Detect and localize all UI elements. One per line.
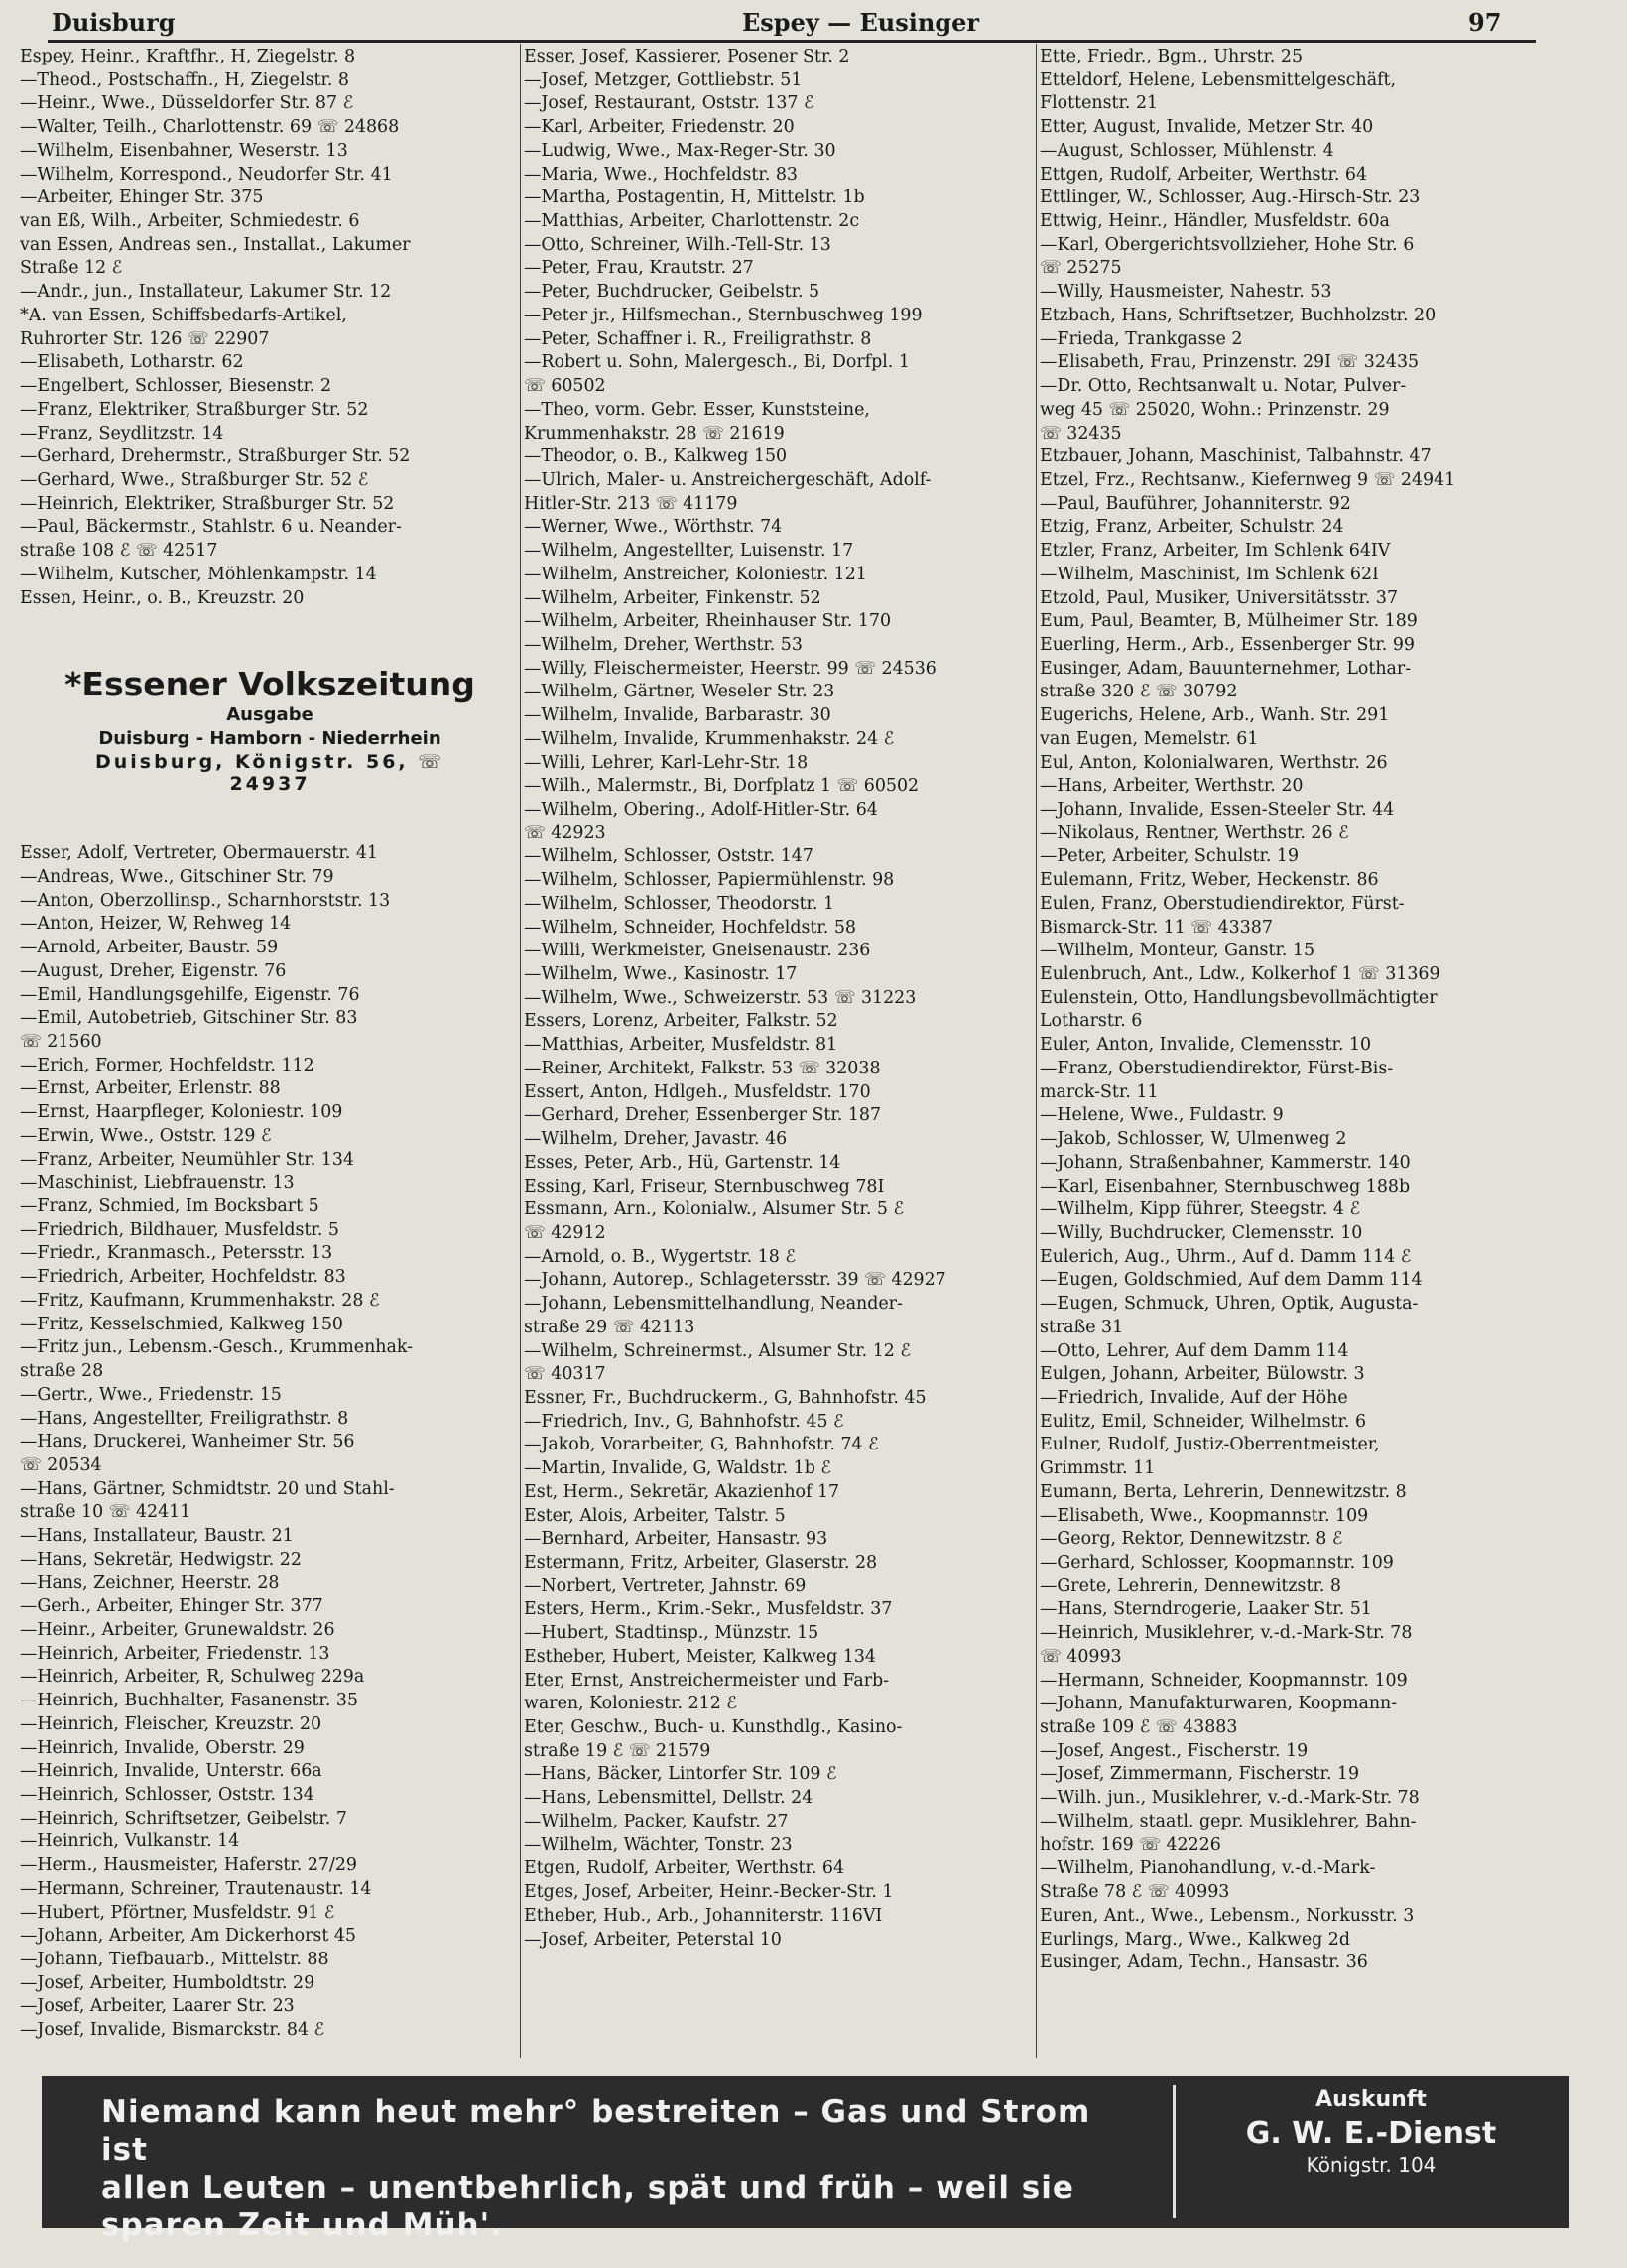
directory-entry: Eulen, Franz, Oberstudiendirektor, Fürst- (1040, 893, 1405, 914)
directory-entry: straße 320 ℰ ☏ 30792 (1040, 682, 1238, 702)
directory-entry: —Heinr., Arbeiter, Grunewaldstr. 26 (20, 1619, 335, 1640)
entry-list (524, 46, 1035, 1952)
directory-entry: ☏ 40993 (1040, 1646, 1122, 1667)
directory-entry: Est, Herm., Sekretär, Akazienhof 17 (524, 1481, 840, 1502)
directory-entry: —Heinrich, Arbeiter, R, Schulweg 229a (20, 1667, 365, 1688)
directory-entry: —Reiner, Architekt, Falkstr. 53 ☏ 32038 (524, 1058, 881, 1078)
directory-entry: —Franz, Seydlitzstr. 14 (20, 423, 224, 443)
directory-entry: —Heinrich, Invalide, Unterstr. 66a (20, 1761, 322, 1782)
directory-entry: straße 31 (1040, 1317, 1124, 1337)
directory-entry: —Theodor, o. B., Kalkweg 150 (524, 446, 788, 467)
directory-entry: —Franz, Oberstudiendirektor, Fürst-Bis- (1040, 1058, 1394, 1078)
directory-entry: —Hans, Arbeiter, Werthstr. 20 (1040, 776, 1304, 797)
directory-entry: —Peter jr., Hilfsmechan., Sternbuschweg 199 (524, 305, 923, 325)
directory-entry: Eulitz, Emil, Schneider, Wilhelmstr. 6 (1040, 1411, 1367, 1432)
directory-entry: —Theo, vorm. Gebr. Esser, Kunststeine, (524, 399, 870, 420)
directory-entry: Etter, August, Invalide, Metzer Str. 40 (1040, 117, 1374, 138)
directory-entry: straße 28 (20, 1361, 104, 1382)
directory-entry: —Gertr., Wwe., Friedenstr. 15 (20, 1384, 282, 1405)
directory-entry: Eum, Paul, Beamter, B, Mülheimer Str. 189 (1040, 611, 1418, 632)
directory-entry: —Heinrich, Schlosser, Oststr. 134 (20, 1785, 314, 1805)
directory-entry: —Ernst, Haarpfleger, Koloniestr. 109 (20, 1102, 343, 1123)
directory-entry: —Wilhelm, Maschinist, Im Schlenk 62I (1040, 564, 1379, 584)
directory-entry: ☏ 42912 (524, 1222, 606, 1243)
advert-line: Duisburg - Hamborn - Niederrhein (98, 728, 441, 749)
directory-entry: —Hans, Lebensmittel, Dellstr. 24 (524, 1788, 814, 1809)
directory-entry: —Hans, Gärtner, Schmidtstr. 20 und Stahl- (20, 1478, 395, 1499)
directory-entry: —Friedrich, Invalide, Auf der Höhe (1040, 1387, 1348, 1408)
directory-entry: —Johann, Tiefbauarb., Mittelstr. 88 (20, 1950, 329, 1970)
directory-entry: —Fritz jun., Lebensm.-Gesch., Krummenhak- (20, 1337, 413, 1358)
directory-entry: —Willi, Werkmeister, Gneisenaustr. 236 (524, 941, 871, 961)
directory-entry: Eter, Geschw., Buch- u. Kunsthdlg., Kasino- (524, 1717, 903, 1738)
directory-entry: —Andr., jun., Installateur, Lakumer Str. 12 (20, 282, 392, 303)
directory-entry: *A. van Essen, Schiffsbedarfs-Artikel, (20, 305, 347, 325)
directory-entry: Eugerichs, Helene, Arb., Wanh. Str. 291 (1040, 705, 1390, 726)
directory-entry: —Heinrich, Musiklehrer, v.-d.-Mark-Str. 78 (1040, 1623, 1413, 1644)
directory-entry: van Eugen, Memelstr. 61 (1040, 728, 1259, 749)
directory-entry: —Wilhelm, Schneider, Hochfeldstr. 58 (524, 917, 856, 938)
directory-entry: —Karl, Eisenbahner, Sternbuschweg 188b (1040, 1176, 1411, 1197)
directory-entry: —Heinrich, Fleischer, Kreuzstr. 20 (20, 1713, 322, 1734)
directory-entry: Etzbach, Hans, Schriftsetzer, Buchholzstr. 20 (1040, 305, 1437, 325)
directory-entry: —Gerhard, Drehermstr., Straßburger Str. 52 (20, 446, 411, 467)
directory-entry: Ettgen, Rudolf, Arbeiter, Werthstr. 64 (1040, 164, 1368, 185)
directory-entry: —Georg, Rektor, Dennewitzstr. 8 ℰ (1040, 1529, 1343, 1550)
directory-entry: van Essen, Andreas sen., Installat., Lakumer (20, 234, 411, 255)
directory-entry: —Anton, Oberzollinsp., Scharnhorststr. 13 (20, 890, 391, 911)
directory-entry: —Wilhelm, Monteur, Ganstr. 15 (1040, 941, 1315, 961)
directory-entry: Etzbauer, Johann, Maschinist, Talbahnstr. 47 (1040, 446, 1432, 467)
directory-entry: Eumann, Berta, Lehrerin, Dennewitzstr. 8 (1040, 1481, 1407, 1502)
directory-entry: —Emil, Autobetrieb, Gitschiner Str. 83 (20, 1008, 358, 1029)
directory-entry: —Nikolaus, Rentner, Werthstr. 26 ℰ (1040, 822, 1349, 843)
directory-entry: —Elisabeth, Lotharstr. 62 (20, 352, 244, 373)
directory-entry: —Arbeiter, Ehinger Str. 375 (20, 188, 264, 208)
directory-entry: —Arnold, o. B., Wygertstr. 18 ℰ (524, 1246, 796, 1267)
directory-entry: —Matthias, Arbeiter, Musfeldstr. 81 (524, 1035, 838, 1056)
directory-entry: —Peter, Schaffner i. R., Freiligrathstr. 8 (524, 328, 872, 349)
directory-entry: —Hans, Druckerei, Wanheimer Str. 56 (20, 1432, 355, 1452)
directory-entry: Essers, Lorenz, Arbeiter, Falkstr. 52 (524, 1011, 838, 1032)
directory-entry: —Josef, Zimmermann, Fischerstr. 19 (1040, 1764, 1360, 1785)
directory-entry: —Johann, Lebensmittelhandlung, Neander- (524, 1294, 903, 1315)
directory-entry: —Maschinist, Liebfrauenstr. 13 (20, 1173, 295, 1194)
directory-entry: straße 29 ☏ 42113 (524, 1317, 695, 1337)
directory-entry: —Wilhelm, Dreher, Werthstr. 53 (524, 634, 803, 655)
directory-entry: —Josef, Invalide, Bismarckstr. 84 ℰ (20, 2020, 325, 2041)
directory-entry: —Ulrich, Maler- u. Anstreichergeschäft, Adolf- (524, 469, 932, 490)
directory-entry: —Johann, Manufakturwaren, Koopmann- (1040, 1694, 1398, 1714)
directory-entry: Etteldorf, Helene, Lebensmittelgeschäft, (1040, 69, 1397, 90)
column-1 (20, 46, 518, 2043)
directory-entry: —Wilhelm, Invalide, Krummenhakstr. 24 ℰ (524, 728, 895, 749)
directory-entry: —Dr. Otto, Rechtsanwalt u. Notar, Pulver- (1040, 376, 1407, 397)
directory-entry: —Bernhard, Arbeiter, Hansastr. 93 (524, 1529, 828, 1550)
directory-entry: —Theod., Postschaffn., H, Ziegelstr. 8 (20, 69, 350, 90)
directory-entry: —Willy, Buchdrucker, Clemensstr. 10 (1040, 1222, 1363, 1243)
directory-entry: Etgen, Rudolf, Arbeiter, Werthstr. 64 (524, 1858, 845, 1879)
directory-entry: —Ernst, Arbeiter, Erlenstr. 88 (20, 1078, 281, 1099)
directory-entry: —Josef, Restaurant, Oststr. 137 ℰ (524, 93, 814, 114)
directory-entry: —Maria, Wwe., Hochfeldstr. 83 (524, 164, 798, 185)
directory-entry: Euler, Anton, Invalide, Clemensstr. 10 (1040, 1035, 1372, 1056)
directory-entry: —Eugen, Schmuck, Uhren, Optik, Augusta- (1040, 1294, 1419, 1315)
directory-entry: —Franz, Arbeiter, Neumühler Str. 134 (20, 1149, 355, 1170)
directory-entry: —Robert u. Sohn, Malergesch., Bi, Dorfpl. 1 (524, 352, 910, 373)
directory-entry: —Andreas, Wwe., Gitschiner Str. 79 (20, 866, 334, 887)
directory-entry: —Matthias, Arbeiter, Charlottenstr. 2c (524, 211, 860, 232)
directory-entry: —Gerhard, Dreher, Essenberger Str. 187 (524, 1105, 882, 1126)
advert-line: Ausgabe (226, 704, 313, 725)
slogan-line: sparen Zeit und Müh'. (101, 2207, 503, 2243)
directory-entry: —Heinrich, Vulkanstr. 14 (20, 1831, 240, 1852)
directory-entry: ☏ 42923 (524, 822, 606, 843)
info-service: G. W. E.-Dienst (1245, 2116, 1497, 2151)
directory-entry: Eter, Ernst, Anstreichermeister und Farb- (524, 1670, 890, 1691)
advert-address: Duisburg, Königstr. 56, ☏ 24937 (94, 751, 445, 795)
directory-entry: —Heinrich, Buchhalter, Fasanenstr. 35 (20, 1691, 359, 1711)
directory-entry: —Wilhelm, Packer, Kaufstr. 27 (524, 1811, 789, 1831)
directory-entry: Eulenbruch, Ant., Ldw., Kolkerhof 1 ☏ 31369 (1040, 964, 1440, 985)
directory-entry: —Friedr., Kranmasch., Petersstr. 13 (20, 1243, 333, 1264)
directory-entry: —Grete, Lehrerin, Dennewitzstr. 8 (1040, 1575, 1341, 1596)
directory-entry: —Wilhelm, Arbeiter, Finkenstr. 52 (524, 587, 821, 608)
directory-entry: —Hubert, Pförtner, Musfeldstr. 91 ℰ (20, 1902, 335, 1923)
directory-entry: —Wilhelm, Invalide, Barbarastr. 30 (524, 705, 831, 726)
directory-entry: —Peter, Buchdrucker, Geibelstr. 5 (524, 282, 820, 303)
directory-entry: —August, Dreher, Eigenstr. 76 (20, 960, 287, 981)
directory-entry: —Wilh., Malermstr., Bi, Dorfplatz 1 ☏ 60502 (524, 776, 920, 797)
directory-entry: —Wilhelm, Wwe., Schweizerstr. 53 ☏ 31223 (524, 987, 917, 1008)
directory-entry: Eulemann, Fritz, Weber, Heckenstr. 86 (1040, 870, 1379, 891)
directory-entry: —Werner, Wwe., Wörthstr. 74 (524, 517, 783, 538)
directory-entry: —Walter, Teilh., Charlottenstr. 69 ☏ 24868 (20, 117, 400, 138)
directory-entry: straße 10 ☏ 42411 (20, 1502, 191, 1523)
directory-entry: —Franz, Elektriker, Straßburger Str. 52 (20, 399, 369, 420)
directory-entry: Ruhrorter Str. 126 ☏ 22907 (20, 328, 270, 349)
directory-entry: straße 108 ℰ ☏ 42517 (20, 541, 218, 562)
directory-entry: —Wilhelm, Wächter, Tonstr. 23 (524, 1834, 793, 1855)
directory-entry: Eusinger, Adam, Techn., Hansastr. 36 (1040, 1953, 1368, 1973)
directory-entry: —Hans, Installateur, Baustr. 21 (20, 1526, 294, 1547)
directory-entry: Etges, Josef, Arbeiter, Heinr.-Becker-Str. 1 (524, 1882, 894, 1903)
directory-entry: —Herm., Hausmeister, Haferstr. 27/29 (20, 1855, 357, 1876)
directory-entry: Esser, Adolf, Vertreter, Obermauerstr. 41 (20, 843, 378, 864)
directory-entry: —Willy, Hausmeister, Nahestr. 53 (1040, 282, 1332, 303)
directory-entry: Eulner, Rudolf, Justiz-Oberrentmeister, (1040, 1435, 1380, 1455)
header-city: Duisburg (52, 8, 176, 37)
directory-entry: —Emil, Handlungsgehilfe, Eigenstr. 76 (20, 984, 360, 1005)
directory-entry: Straße 12 ℰ (20, 258, 123, 279)
directory-entry: Esses, Peter, Arb., Hü, Gartenstr. 14 (524, 1152, 841, 1173)
directory-entry: —Wilhelm, Kipp führer, Steegstr. 4 ℰ (1040, 1199, 1361, 1220)
directory-entry: —Jakob, Vorarbeiter, G, Bahnhofstr. 74 ℰ (524, 1435, 879, 1455)
directory-entry: —Hans, Bäcker, Lintorfer Str. 109 ℰ (524, 1764, 837, 1785)
directory-entry: —Johann, Arbeiter, Am Dickerhorst 45 (20, 1926, 356, 1947)
directory-entry: —Friedrich, Bildhauer, Musfeldstr. 5 (20, 1219, 339, 1240)
directory-entry: —Hans, Zeichner, Heerstr. 28 (20, 1573, 280, 1593)
newspaper-advert (62, 665, 478, 795)
directory-entry: —Engelbert, Schlosser, Biesenstr. 2 (20, 376, 332, 397)
directory-entry: Ettwig, Heinr., Händler, Musfeldstr. 60a (1040, 211, 1390, 232)
directory-entry: Eulenstein, Otto, Handlungsbevollmächtigter (1040, 987, 1438, 1008)
directory-entry: —Jakob, Schlosser, W, Ulmenweg 2 (1040, 1129, 1347, 1150)
directory-entry: Euerling, Herm., Arb., Essenberger Str. 99 (1040, 634, 1415, 655)
directory-entry: —Wilhelm, Schlosser, Papiermühlenstr. 98 (524, 870, 895, 891)
directory-entry: Estermann, Fritz, Arbeiter, Glaserstr. 28 (524, 1553, 878, 1573)
directory-entry: Bismarck-Str. 11 ☏ 43387 (1040, 917, 1273, 938)
slogan-line: allen Leuten – unentbehrlich, spät und früh – weil sie (101, 2170, 1074, 2205)
directory-entry: —Wilhelm, Eisenbahner, Weserstr. 13 (20, 140, 348, 161)
directory-entry: —Willy, Fleischermeister, Heerstr. 99 ☏ 24536 (524, 658, 937, 679)
directory-entry: —Gerhard, Schlosser, Koopmannstr. 109 (1040, 1553, 1394, 1573)
directory-entry: Essen, Heinr., o. B., Kreuzstr. 20 (20, 587, 305, 608)
gas-advert-banner (42, 2076, 1569, 2243)
directory-entry: waren, Koloniestr. 212 ℰ (524, 1694, 737, 1714)
directory-entry: straße 109 ℰ ☏ 43883 (1040, 1717, 1238, 1738)
directory-entry: Eusinger, Adam, Bauunternehmer, Lothar- (1040, 658, 1412, 679)
directory-entry: Etzold, Paul, Musiker, Universitätsstr. 37 (1040, 587, 1399, 608)
info-address: Königstr. 104 (1306, 2153, 1437, 2177)
directory-entry: —Franz, Schmied, Im Bocksbart 5 (20, 1197, 319, 1217)
directory-entry: —Willi, Lehrer, Karl-Lehr-Str. 18 (524, 752, 809, 773)
directory-entry: —Wilhelm, Pianohandlung, v.-d.-Mark- (1040, 1858, 1376, 1879)
directory-entry: Essmann, Arn., Kolonialw., Alsumer Str. 5 ℰ (524, 1199, 904, 1220)
banner-info (1202, 2087, 1540, 2177)
directory-entry: Etzel, Frz., Rechtsanw., Kiefernweg 9 ☏ 24941 (1040, 469, 1456, 490)
directory-entry: —Hermann, Schreiner, Trautenaustr. 14 (20, 1878, 372, 1899)
directory-entry: Lotharstr. 6 (1040, 1011, 1143, 1032)
directory-entry: —Fritz, Kaufmann, Krummenhakstr. 28 ℰ (20, 1290, 380, 1311)
directory-entry: weg 45 ☏ 25020, Wohn.: Prinzenstr. 29 (1040, 399, 1390, 420)
directory-entry: —Erich, Former, Hochfeldstr. 112 (20, 1055, 314, 1075)
directory-entry: —Elisabeth, Wwe., Koopmannstr. 109 (1040, 1505, 1369, 1526)
entry-list (20, 842, 518, 2043)
directory-entry: —Helene, Wwe., Fuldastr. 9 (1040, 1105, 1284, 1126)
directory-entry: —Johann, Invalide, Essen-Steeler Str. 44 (1040, 800, 1395, 819)
directory-entry: ☏ 40317 (524, 1364, 606, 1385)
directory-entry: —Friedrich, Inv., G, Bahnhofstr. 45 ℰ (524, 1411, 844, 1432)
directory-entry: —Peter, Frau, Krautstr. 27 (524, 258, 754, 279)
directory-entry: —Wilhelm, Kutscher, Möhlenkampstr. 14 (20, 564, 377, 584)
directory-entry: —Arnold, Arbeiter, Baustr. 59 (20, 938, 279, 958)
entry-list (1040, 46, 1546, 1975)
directory-entry: Eul, Anton, Kolonialwaren, Werthstr. 26 (1040, 752, 1388, 773)
page-header (48, 4, 1536, 43)
directory-entry: —Hans, Sterndrogerie, Laaker Str. 51 (1040, 1599, 1372, 1620)
directory-entry: —Wilhelm, Dreher, Javastr. 46 (524, 1129, 788, 1150)
directory-entry: —Johann, Autorep., Schlagetersstr. 39 ☏ 42927 (524, 1270, 946, 1291)
directory-entry: Etzig, Franz, Arbeiter, Schulstr. 24 (1040, 517, 1344, 538)
header-range: Espey — Eusinger (742, 8, 980, 37)
directory-entry: —Friedrich, Arbeiter, Hochfeldstr. 83 (20, 1267, 346, 1288)
directory-entry: Hitler-Str. 213 ☏ 41179 (524, 493, 738, 514)
directory-entry: Etzler, Franz, Arbeiter, Im Schlenk 64IV (1040, 541, 1391, 562)
directory-entry: Eulerich, Aug., Uhrm., Auf d. Damm 114 ℰ (1040, 1246, 1412, 1267)
directory-entry: —Wilhelm, Gärtner, Weseler Str. 23 (524, 682, 835, 702)
directory-entry: Esters, Herm., Krim.-Sekr., Musfeldstr. 37 (524, 1599, 893, 1620)
directory-entry: Eulgen, Johann, Arbeiter, Bülowstr. 3 (1040, 1364, 1365, 1385)
directory-entry: ☏ 60502 (524, 376, 606, 397)
directory-entry: —Heinrich, Elektriker, Straßburger Str. 52 (20, 493, 395, 514)
directory-entry: —Heinrich, Invalide, Oberstr. 29 (20, 1737, 305, 1758)
info-label: Auskunft (1315, 2087, 1427, 2112)
directory-entry: Esser, Josef, Kassierer, Posener Str. 2 (524, 47, 850, 66)
column-2 (524, 46, 1035, 1952)
directory-entry: —Norbert, Vertreter, Jahnstr. 69 (524, 1575, 807, 1596)
directory-entry: Essing, Karl, Friseur, Sternbuschweg 78I (524, 1176, 885, 1197)
directory-entry: —Josef, Arbeiter, Humboldtstr. 29 (20, 1972, 315, 1993)
directory-entry: Etheber, Hub., Arb., Johanniterstr. 116VI (524, 1905, 883, 1926)
directory-entry: —Heinr., Wwe., Düsseldorfer Str. 87 ℰ (20, 93, 354, 114)
column-rule (520, 44, 521, 2058)
directory-entry: —Anton, Heizer, W, Rehweg 14 (20, 914, 292, 935)
directory-entry: —Wilhelm, Wwe., Kasinostr. 17 (524, 964, 798, 985)
directory-entry: —Martin, Invalide, G, Waldstr. 1b ℰ (524, 1458, 831, 1479)
directory-entry: —Peter, Arbeiter, Schulstr. 19 (1040, 846, 1300, 867)
directory-entry: Estheber, Hubert, Meister, Kalkweg 134 (524, 1646, 876, 1667)
directory-entry: —Paul, Bauführer, Johanniterstr. 92 (1040, 493, 1351, 514)
directory-entry: Essner, Fr., Buchdruckerm., G, Bahnhofstr. 45 (524, 1387, 927, 1408)
directory-entry: —Wilhelm, Obering., Adolf-Hitler-Str. 64 (524, 800, 878, 819)
slogan-line: Niemand kann heut mehr° bestreiten – Gas und Strom ist (101, 2094, 1091, 2168)
directory-entry: straße 19 ℰ ☏ 21579 (524, 1740, 711, 1761)
banner-slogan (101, 2093, 1143, 2244)
directory-entry: Krummenhakstr. 28 ☏ 21619 (524, 423, 785, 443)
directory-entry: —Karl, Obergerichtsvollzieher, Hohe Str. 6 (1040, 234, 1415, 255)
directory-entry: —Gerh., Arbeiter, Ehinger Str. 377 (20, 1596, 323, 1617)
directory-entry: —Johann, Straßenbahner, Kammerstr. 140 (1040, 1152, 1411, 1173)
directory-entry: —Hermann, Schneider, Koopmannstr. 109 (1040, 1670, 1408, 1691)
directory-entry: Espey, Heinr., Kraftfhr., H, Ziegelstr. 8 (20, 47, 356, 66)
directory-entry: ☏ 25275 (1040, 258, 1122, 279)
directory-entry: Eurlings, Marg., Wwe., Kalkweg 2d (1040, 1929, 1350, 1950)
directory-entry: ☏ 32435 (1040, 423, 1122, 443)
directory-entry: —Wilhelm, Korrespond., Neudorfer Str. 41 (20, 164, 393, 185)
directory-entry: ☏ 20534 (20, 1454, 102, 1475)
directory-entry: —Gerhard, Wwe., Straßburger Str. 52 ℰ (20, 469, 369, 490)
directory-entry: —Ludwig, Wwe., Max-Reger-Str. 30 (524, 140, 836, 161)
directory-entry: —Karl, Arbeiter, Friedenstr. 20 (524, 117, 795, 138)
directory-entry: —Martha, Postagentin, H, Mittelstr. 1b (524, 188, 865, 208)
directory-entry: van Eß, Wilh., Arbeiter, Schmiedestr. 6 (20, 211, 360, 232)
directory-entry: marck-Str. 11 (1040, 1081, 1159, 1102)
directory-entry: —Josef, Arbeiter, Peterstal 10 (524, 1929, 782, 1950)
directory-entry: —Josef, Arbeiter, Laarer Str. 23 (20, 1996, 295, 2017)
directory-entry: —Josef, Angest., Fischerstr. 19 (1040, 1740, 1309, 1761)
directory-entry: —Fritz, Kesselschmied, Kalkweg 150 (20, 1314, 343, 1334)
advert-title: *Essener Volkszeitung (64, 665, 475, 703)
directory-entry: —Wilhelm, Schreinermst., Alsumer Str. 12 ℰ (524, 1340, 911, 1361)
directory-entry: ☏ 21560 (20, 1032, 102, 1052)
directory-entry: Ettlinger, W., Schlosser, Aug.-Hirsch-Str. 23 (1040, 188, 1421, 208)
directory-entry: —Erwin, Wwe., Oststr. 129 ℰ (20, 1125, 272, 1146)
directory-entry: Grimmstr. 11 (1040, 1458, 1156, 1479)
directory-entry: —Otto, Lehrer, Auf dem Damm 114 (1040, 1340, 1349, 1361)
directory-entry: —Eugen, Goldschmied, Auf dem Damm 114 (1040, 1270, 1423, 1291)
directory-entry: —Elisabeth, Frau, Prinzenstr. 29I ☏ 32435 (1040, 352, 1420, 373)
directory-entry: Straße 78 ℰ ☏ 40993 (1040, 1882, 1230, 1903)
directory-entry: —Hans, Angestellter, Freiligrathstr. 8 (20, 1408, 349, 1429)
directory-entry: Ester, Alois, Arbeiter, Talstr. 5 (524, 1505, 786, 1526)
directory-entry: hofstr. 169 ☏ 42226 (1040, 1834, 1221, 1855)
directory-entry: Ette, Friedr., Bgm., Uhrstr. 25 (1040, 47, 1304, 66)
directory-entry: —Wilh. jun., Musiklehrer, v.-d.-Mark-Str. 78 (1040, 1788, 1420, 1809)
entry-list (20, 46, 518, 610)
column-3 (1040, 46, 1546, 1975)
directory-entry: —Hubert, Stadtinsp., Münzstr. 15 (524, 1623, 819, 1644)
directory-entry: —Hans, Sekretär, Hedwigstr. 22 (20, 1549, 302, 1570)
directory-entry: —August, Schlosser, Mühlenstr. 4 (1040, 140, 1334, 161)
banner-divider (1173, 2085, 1176, 2218)
directory-entry: Flottenstr. 21 (1040, 93, 1159, 114)
page-number: 97 (1468, 8, 1502, 37)
directory-entry: —Heinrich, Schriftsetzer, Geibelstr. 7 (20, 1808, 347, 1828)
directory-entry: —Wilhelm, Arbeiter, Rheinhauser Str. 170 (524, 611, 892, 632)
directory-entry: —Wilhelm, staatl. gepr. Musiklehrer, Bahn- (1040, 1811, 1417, 1831)
directory-entry: —Otto, Schreiner, Wilh.-Tell-Str. 13 (524, 234, 831, 255)
directory-entry: —Wilhelm, Schlosser, Theodorstr. 1 (524, 893, 835, 914)
column-rule (1036, 44, 1037, 2058)
directory-entry: Euren, Ant., Wwe., Lebensm., Norkusstr. 3 (1040, 1905, 1415, 1926)
directory-entry: —Josef, Metzger, Gottliebstr. 51 (524, 69, 803, 90)
directory-entry: —Frieda, Trankgasse 2 (1040, 328, 1243, 349)
directory-entry: —Paul, Bäckermstr., Stahlstr. 6 u. Neander- (20, 517, 402, 538)
directory-entry: —Heinrich, Arbeiter, Friedenstr. 13 (20, 1643, 330, 1664)
directory-entry: —Wilhelm, Schlosser, Oststr. 147 (524, 846, 814, 867)
directory-entry: Essert, Anton, Hdlgeh., Musfeldstr. 170 (524, 1081, 871, 1102)
directory-entry: —Wilhelm, Angestellter, Luisenstr. 17 (524, 541, 854, 562)
directory-entry: —Wilhelm, Anstreicher, Koloniestr. 121 (524, 564, 867, 584)
